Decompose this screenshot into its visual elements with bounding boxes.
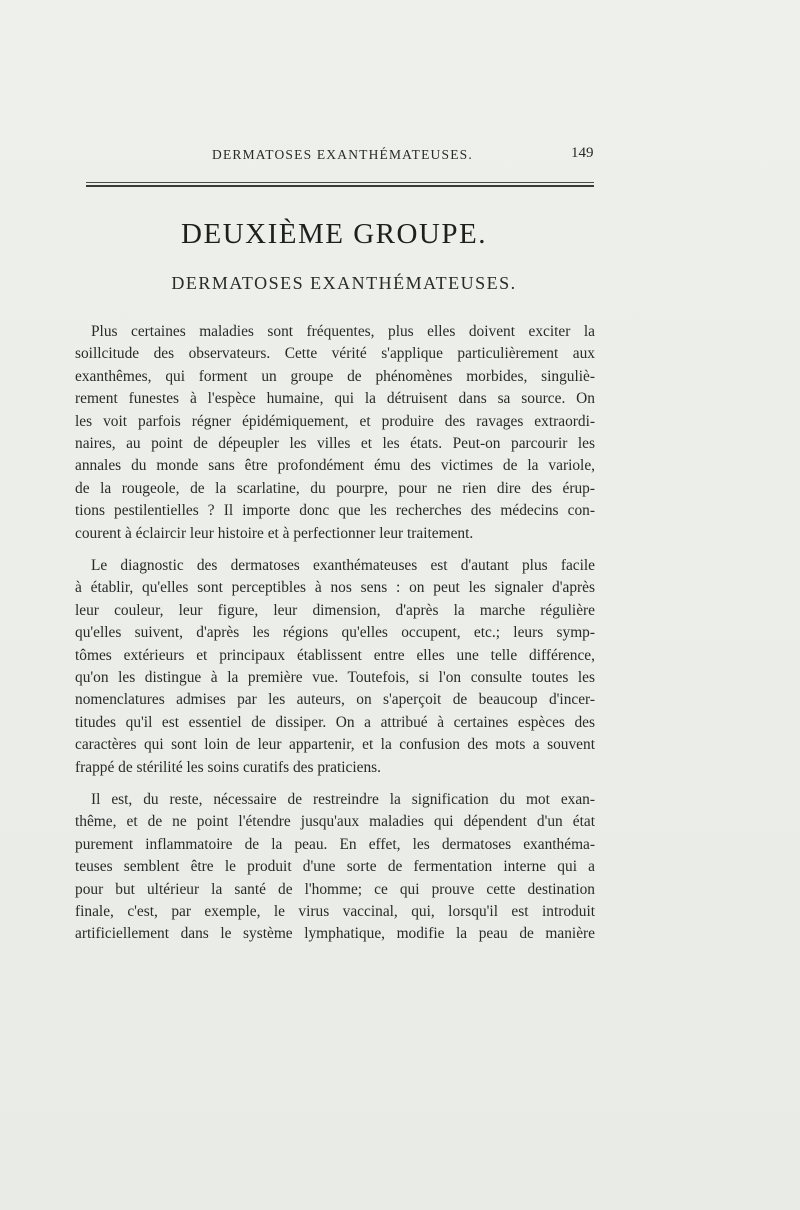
text-line: frappé de stérilité les soins curatifs des praticiens. (75, 758, 382, 776)
text-line: leur couleur, leur figure, leur dimension, d'après la marche régulière (75, 601, 595, 619)
paragraph-2 (75, 555, 595, 779)
text-line: exanthêmes, qui forment un groupe de phénomènes morbides, singuliè- (75, 367, 595, 385)
text-line: naires, au point de dépeupler les villes et les états. Peut-on parcourir les (75, 435, 595, 453)
page-number: 149 (571, 145, 594, 161)
text-line: annales du monde sans être profondément ému des victimes de la variole, (75, 457, 595, 475)
text-line: titudes qu'il est essentiel de dissiper. On a attribué à certaines espèces des (75, 713, 595, 731)
header-rule-thin (86, 182, 594, 183)
text-line: les voit parfois régner épidémiquement, et produire des ravages extraordi- (75, 412, 595, 430)
text-line: de la rougeole, de la scarlatine, du pourpre, pour ne rien dire des érup- (75, 479, 595, 497)
text-line: tions pestilentielles ? Il importe donc que les recherches des médecins con- (75, 502, 595, 520)
text-line: rement funestes à l'espèce humaine, qui la détruisent dans sa source. On (75, 390, 595, 408)
text-line: purement inflammatoire de la peau. En effet, les dermatoses exanthéma- (75, 835, 595, 853)
text-line: pour but ultérieur la santé de l'homme; ce qui prouve cette destination (75, 880, 595, 898)
paragraph-1 (75, 321, 595, 545)
section-title: DEUXIÈME GROUPE. (181, 218, 487, 250)
section-subtitle: DERMATOSES EXANTHÉMATEUSES. (171, 273, 517, 293)
text-line: qu'on les distingue à la première vue. Toutefois, si l'on consulte toutes les (75, 669, 595, 687)
text-line: finale, c'est, par exemple, le virus vaccinal, qui, lorsqu'il est introduit (75, 903, 595, 921)
paragraph-3 (75, 789, 595, 946)
text-line: soillcitude des observateurs. Cette vérité s'applique particulièrement aux (75, 345, 595, 363)
text-line: caractères qui sont loin de leur appartenir, et la confusion des mots a souvent (75, 736, 595, 754)
text-line: Le diagnostic des dermatoses exanthémateuses est d'autant plus facile (91, 557, 595, 574)
text-line: Plus certaines maladies sont fréquentes, plus elles doivent exciter la (91, 323, 595, 340)
text-line: nomenclatures admises par les auteurs, on s'aperçoit de beaucoup d'incer- (75, 691, 595, 709)
text-line: Il est, du reste, nécessaire de restreindre la signification du mot exan- (91, 791, 595, 808)
running-title: DERMATOSES EXANTHÉMATEUSES. (212, 147, 473, 162)
text-line: thême, et de ne point l'étendre jusqu'aux maladies qui dépendent d'un état (75, 813, 595, 831)
text-line: courent à éclaircir leur histoire et à perfectionner leur traitement. (75, 524, 474, 542)
text-line: artificiellement dans le système lymphatique, modifie la peau de manière (75, 925, 595, 943)
header-rule-thick (86, 185, 594, 187)
text-line: à établir, qu'elles sont perceptibles à nos sens : on peut les signaler d'après (75, 579, 595, 597)
text-line: tômes extérieurs et principaux établissent entre elles une telle différence, (75, 646, 595, 664)
text-line: teuses semblent être le produit d'une sorte de fermentation interne qui a (75, 858, 595, 876)
text-line: qu'elles suivent, d'après les régions qu'elles occupent, etc.; leurs symp- (75, 624, 595, 642)
